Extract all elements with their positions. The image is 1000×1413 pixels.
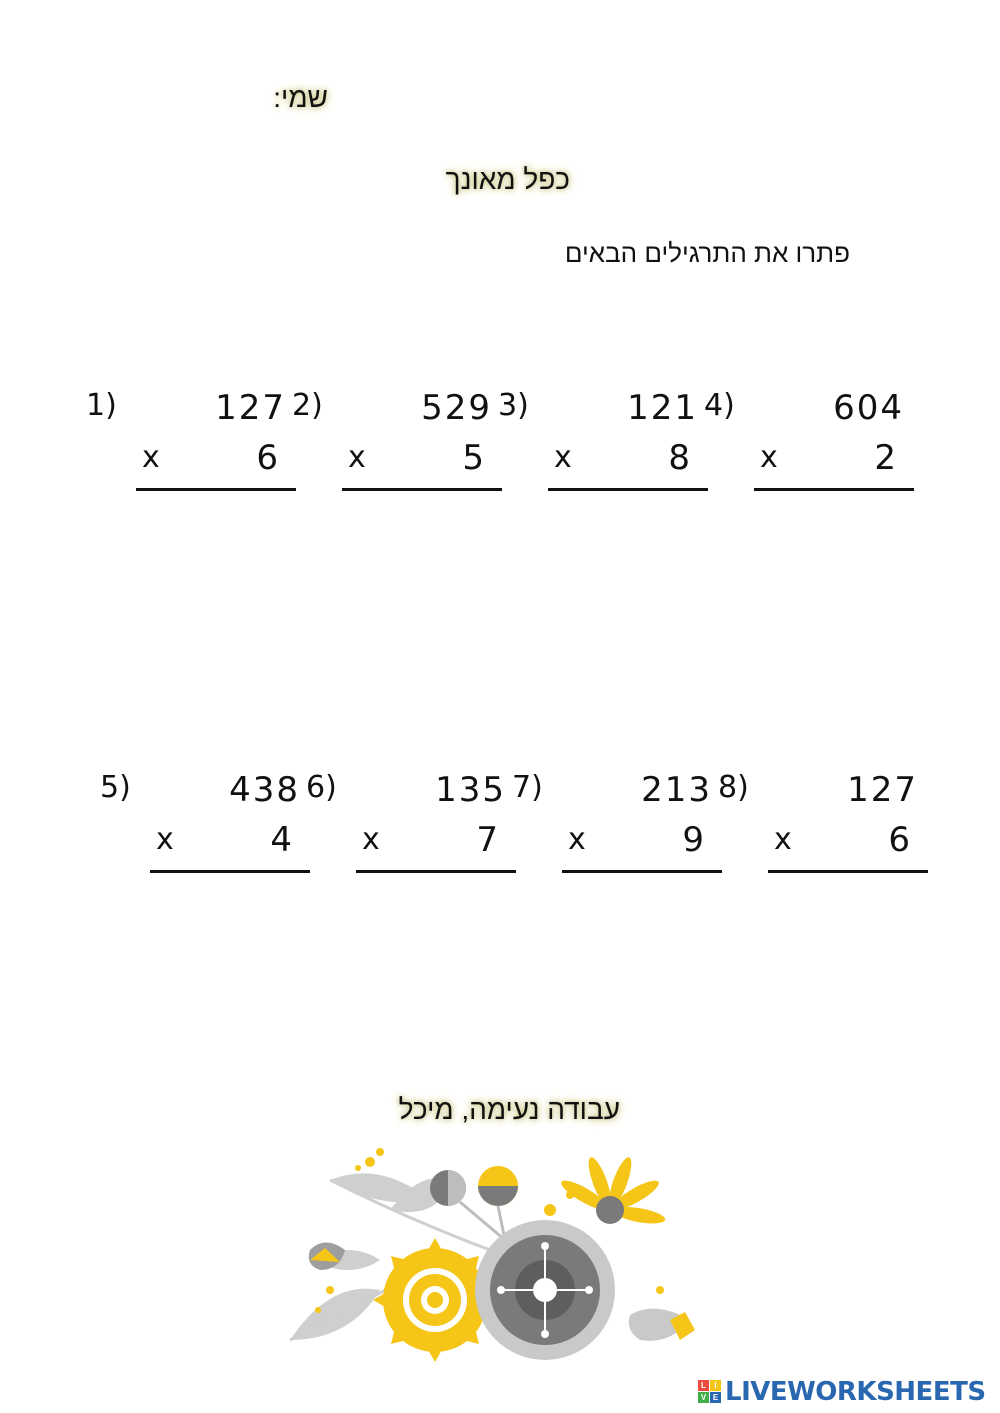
answer-line	[768, 870, 928, 873]
answer-line	[136, 488, 296, 491]
exercise-6	[306, 770, 516, 890]
multiply-sign: x	[142, 440, 160, 475]
brand-text: LIVEWORKSHEETS	[725, 1377, 986, 1407]
exercise-8	[718, 770, 928, 890]
exercise-number: 7)	[512, 770, 543, 805]
page-title: כפל מאונך	[445, 164, 570, 195]
answer-line	[342, 488, 502, 491]
exercise-multiplier: 6	[256, 438, 278, 478]
exercise-5	[100, 770, 310, 890]
exercise-top-number: 438	[229, 770, 300, 810]
multiply-sign: x	[362, 822, 380, 857]
exercise-number: 2)	[292, 388, 323, 423]
exercise-top-number: 135	[435, 770, 506, 810]
footer-credit: עבודה נעימה, מיכל	[398, 1094, 620, 1125]
exercise-top-number: 127	[215, 388, 286, 428]
exercise-number: 4)	[704, 388, 735, 423]
exercise-top-number: 213	[641, 770, 712, 810]
exercise-multiplier: 9	[682, 820, 704, 860]
exercise-2	[292, 388, 502, 508]
multiply-sign: x	[156, 822, 174, 857]
exercise-multiplier: 6	[888, 820, 910, 860]
liveworksheets-logo-icon: L I V E	[698, 1380, 722, 1404]
answer-line	[150, 870, 310, 873]
exercise-top-number: 127	[847, 770, 918, 810]
instructions: פתרו את התרגילים הבאים	[564, 238, 850, 268]
exercise-multiplier: 2	[874, 438, 896, 478]
exercise-top-number: 121	[627, 388, 698, 428]
exercise-1	[86, 388, 296, 508]
multiply-sign: x	[348, 440, 366, 475]
answer-line	[548, 488, 708, 491]
answer-line	[356, 870, 516, 873]
liveworksheets-brand	[698, 1376, 986, 1408]
multiply-sign: x	[760, 440, 778, 475]
exercise-number: 3)	[498, 388, 529, 423]
answer-line	[562, 870, 722, 873]
name-label: שמי:	[273, 82, 328, 113]
exercise-number: 5)	[100, 770, 131, 805]
exercise-multiplier: 5	[462, 438, 484, 478]
flower-decoration	[270, 1140, 710, 1370]
exercise-top-number: 604	[833, 388, 904, 428]
exercise-multiplier: 8	[668, 438, 690, 478]
multiply-sign: x	[568, 822, 586, 857]
exercise-3	[498, 388, 708, 508]
multiply-sign: x	[554, 440, 572, 475]
exercise-multiplier: 4	[270, 820, 292, 860]
multiply-sign: x	[774, 822, 792, 857]
exercise-number: 1)	[86, 388, 117, 423]
exercise-multiplier: 7	[476, 820, 498, 860]
exercise-number: 6)	[306, 770, 337, 805]
exercise-number: 8)	[718, 770, 749, 805]
answer-line	[754, 488, 914, 491]
exercise-7	[512, 770, 722, 890]
exercise-top-number: 529	[421, 388, 492, 428]
exercise-4	[704, 388, 914, 508]
